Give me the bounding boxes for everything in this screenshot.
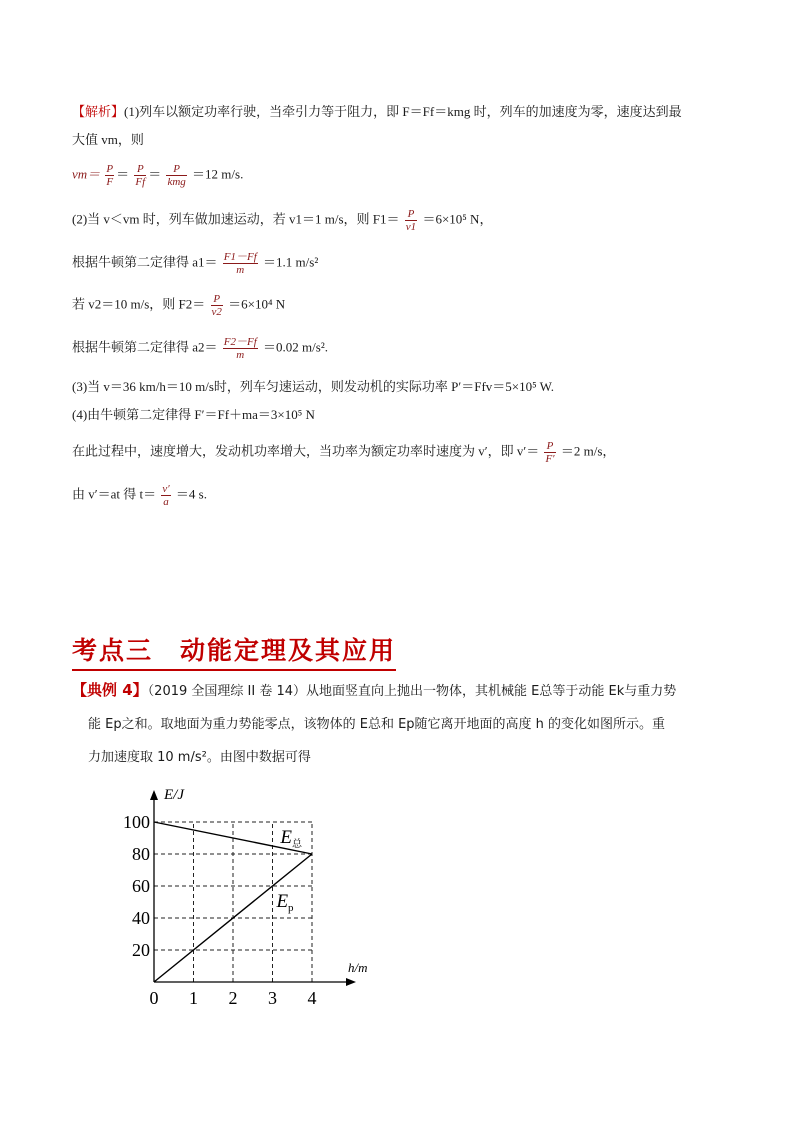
axes xyxy=(150,790,356,986)
text: ＝0.02 m/s². xyxy=(263,339,328,355)
x-tick-label: 3 xyxy=(268,988,277,1008)
x-axis-label: h/m xyxy=(348,960,368,975)
series-label-total-sub: 总 xyxy=(292,838,303,850)
analysis-line-7 xyxy=(72,336,328,361)
series-label-p-sub: p xyxy=(288,901,294,914)
numerator: F2－Ff xyxy=(223,336,257,348)
denominator: v2 xyxy=(211,306,222,318)
analysis-line-8: (3)当 v＝36 km/h＝10 m/s时，列车匀速运动，则发动机的实际功率 P′＝Ffv＝5×10⁵ W. xyxy=(72,379,555,394)
numerator: P xyxy=(213,293,221,305)
analysis-line-10 xyxy=(72,440,615,465)
fraction xyxy=(405,208,417,233)
formula-lhs: vm＝ xyxy=(72,166,101,182)
denominator: Ff xyxy=(135,176,146,188)
fraction xyxy=(166,163,186,188)
x-tick-label: 2 xyxy=(228,988,238,1008)
text: 若 v2＝10 m/s，则 F2＝ xyxy=(72,296,206,312)
y-tick-label: 100 xyxy=(123,812,150,832)
x-axis-arrow-icon xyxy=(346,978,356,986)
analysis-line-4 xyxy=(72,208,492,233)
analysis-line-9: (4)由牛顿第二定律得 F′＝Ff＋ma＝3×10⁵ N xyxy=(72,407,315,422)
fraction xyxy=(161,483,170,508)
y-axis-label: E/J xyxy=(164,787,184,803)
text: ＝2 m/s， xyxy=(560,443,616,459)
series-label-p-main: E xyxy=(276,890,289,912)
text: ＝1.1 m/s² xyxy=(263,254,319,270)
denominator: m xyxy=(223,348,258,361)
fraction xyxy=(211,293,223,318)
numerator: P xyxy=(546,440,554,452)
text: ＝6×10⁵ N， xyxy=(422,211,493,227)
y-axis-arrow-icon xyxy=(150,790,158,800)
y-tick-label: 80 xyxy=(132,844,150,864)
numerator: P xyxy=(173,163,180,175)
text: ＝6×10⁴ N xyxy=(228,296,286,312)
numerator: P xyxy=(106,163,114,175)
analysis-line-5 xyxy=(72,251,318,276)
analysis-line-3: vm＝ $\frac{P}{F}$ ＝ $\frac{P}{Ff}$ ＝ $\frac{P}{\text{kmg}}$ ＝12 m/s. xyxy=(72,163,244,188)
x-tick-label: 1 xyxy=(189,988,198,1008)
fraction xyxy=(223,251,258,276)
example-line-2: 能 Ep之和。取地面为重力势能零点，该物体的 E总和 Ep随它离开地面的高度 h 的变化如图所示。重 xyxy=(88,717,666,732)
analysis-text: (1)列车以额定功率行驶，当牵引力等于阻力，即 F＝Ff＝kmg 时，列车的加速度为零，速度达到最 xyxy=(124,104,682,119)
x-tick-label: 0 xyxy=(149,988,159,1008)
series-label-p xyxy=(275,891,294,914)
analysis-line-1 xyxy=(72,103,682,121)
y-tick-label: 60 xyxy=(132,876,150,896)
analysis-label: 【解析】 xyxy=(72,104,125,119)
y-tick-label: 40 xyxy=(132,908,150,928)
numerator: F1－Ff xyxy=(223,251,257,263)
analysis-line-11 xyxy=(72,483,207,508)
text: ＝4 s. xyxy=(175,486,207,502)
example-tag: 【典例 4】 xyxy=(72,681,148,699)
fraction xyxy=(134,163,146,188)
denominator: a xyxy=(163,496,169,508)
denominator: F xyxy=(106,176,114,188)
x-tick-label: 4 xyxy=(307,988,317,1008)
formula-result: ＝12 m/s. xyxy=(192,166,244,182)
fraction xyxy=(105,163,114,188)
numerator: P xyxy=(407,208,415,220)
example-line-3: 力加速度取 10 m/s²。由图中数据可得 xyxy=(88,750,311,765)
series-label-total-main: E xyxy=(280,826,293,848)
series-label-total xyxy=(279,827,303,850)
example-line-1 xyxy=(72,681,676,701)
text: 由 v′＝at 得 t＝ xyxy=(72,486,157,502)
numerator: P xyxy=(136,163,144,175)
fraction xyxy=(223,336,258,361)
denominator: m xyxy=(223,263,258,276)
denominator: kmg xyxy=(167,176,186,188)
energy-height-chart xyxy=(100,780,380,1010)
text: 根据牛顿第二定律得 a1＝ xyxy=(72,254,218,270)
denominator: F′ xyxy=(545,453,555,465)
text: 根据牛顿第二定律得 a2＝ xyxy=(72,339,218,355)
analysis-line-2: 大值 vm，则 xyxy=(72,132,144,147)
analysis-line-6 xyxy=(72,293,285,318)
example-text: （2019 全国理综 II 卷 14）从地面竖直向上抛出一物体，其机械能 E总等于动能 Ek与重力势 xyxy=(147,684,677,699)
denominator: v1 xyxy=(405,221,417,233)
section-title: 考点三 动能定理及其应用 xyxy=(72,631,396,671)
numerator: v′ xyxy=(162,483,170,495)
y-tick-label: 20 xyxy=(132,940,150,960)
text: (2)当 v＜vm 时，列车做加速运动，若 v1＝1 m/s，则 F1＝ xyxy=(72,211,400,227)
text: 在此过程中，速度增大，发动机功率增大，当功率为额定功率时速度为 v′，即 v′＝ xyxy=(72,443,540,459)
fraction xyxy=(544,440,555,465)
